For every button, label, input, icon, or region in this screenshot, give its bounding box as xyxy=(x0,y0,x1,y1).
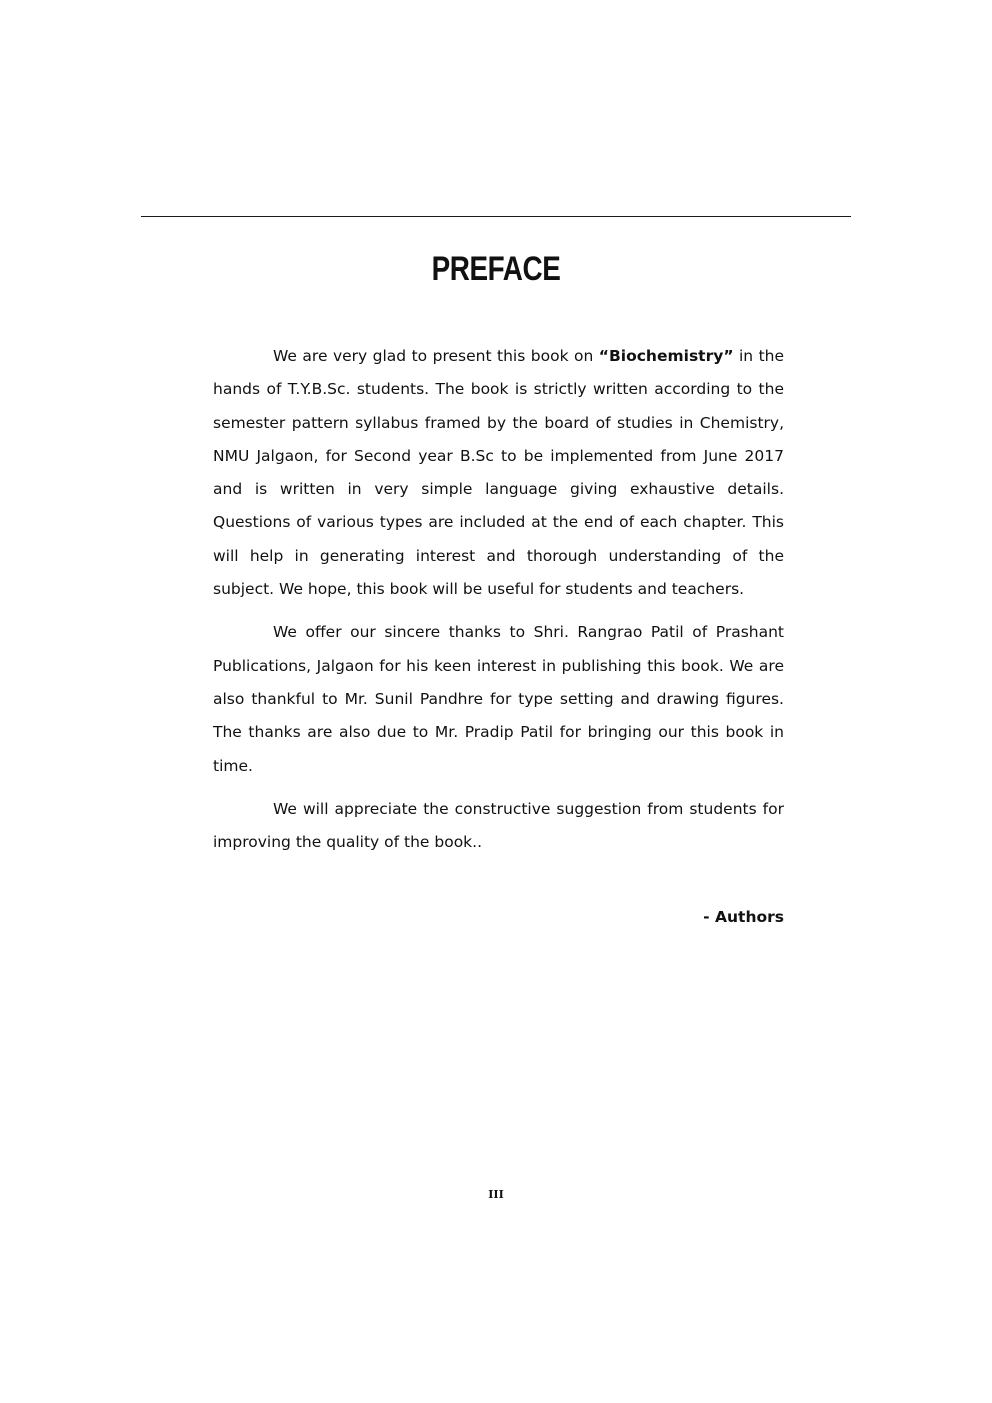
paragraph-intro-start: We are very glad to present this book on xyxy=(273,347,599,365)
page-title: PREFACE xyxy=(431,250,561,288)
book-subject: “Biochemistry” xyxy=(598,347,734,365)
preface-body xyxy=(213,340,784,869)
top-divider xyxy=(141,216,851,217)
paragraph-intro xyxy=(213,340,784,606)
signature: - Authors xyxy=(703,908,784,926)
paragraph-thanks: We offer our sincere thanks to Shri. Rangrao Patil of Prashant Publications, Jalgaon for his keen interest in publishing this book. We are also thankful to Mr. Sunil Pandhre for type setting and drawing figures. The thanks are also due to Mr. Pradip Patil for bringing our this book in time. xyxy=(213,623,784,775)
paragraph-suggestion: We will appreciate the constructive suggestion from students for improving the quality of the book.. xyxy=(213,799,784,852)
paragraph-intro-rest: in the hands of T.Y.B.Sc. students. The book is strictly written according to the semester pattern syllabus framed by the board of studies in Chemistry, NMU Jalgaon, for Second year B.Sc to be implemented from June 2017 and is written in very simple language giving exhaustive details. Questions of various types are included at the end of each chapter. This will help in generating interest and thorough understanding of the subject. We hope, this book will be useful for students and teachers. xyxy=(213,347,785,599)
page-number: III xyxy=(488,1188,504,1201)
